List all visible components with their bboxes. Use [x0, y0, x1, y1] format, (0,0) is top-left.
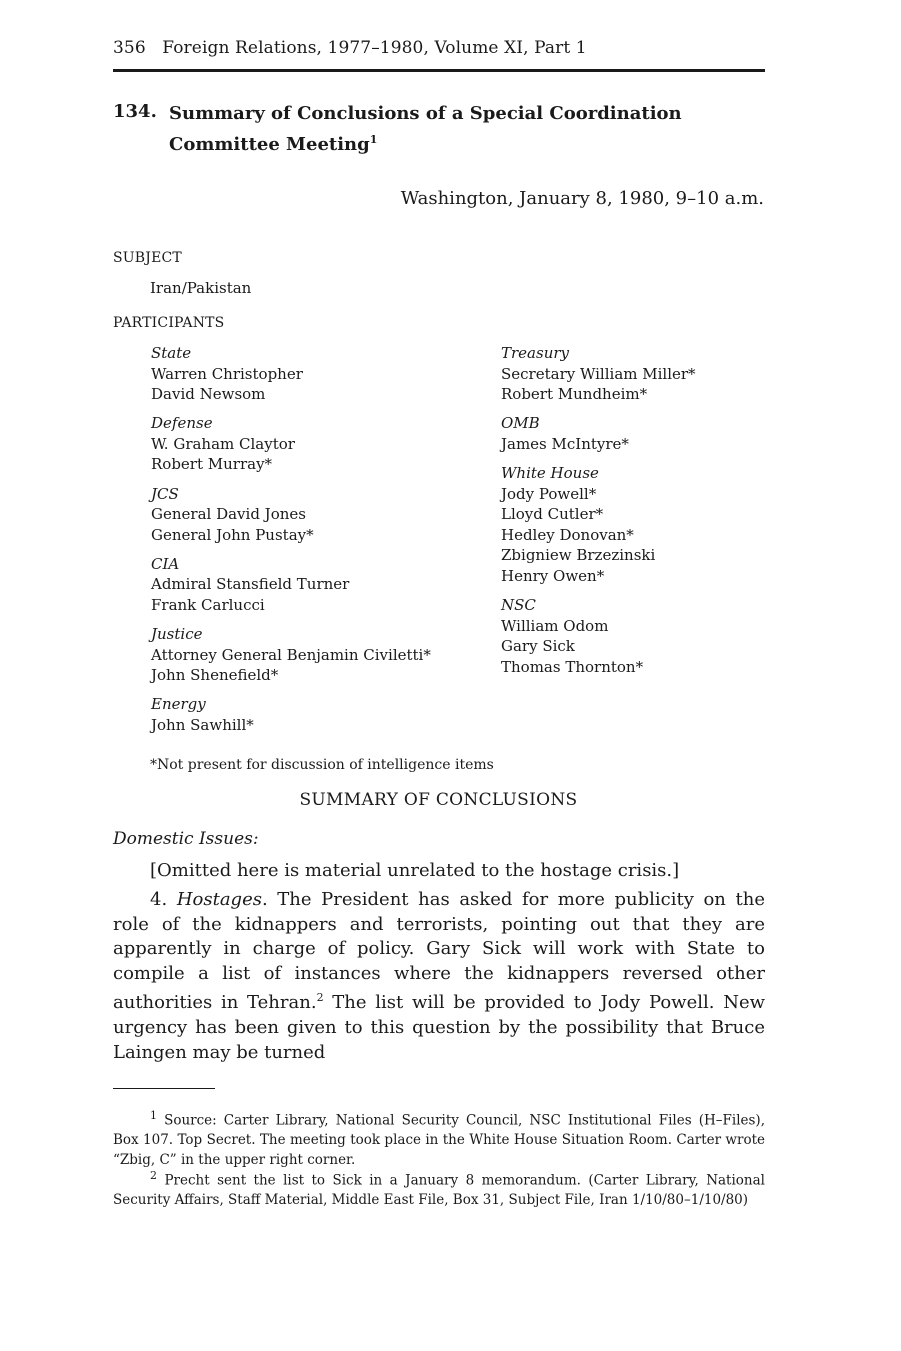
participant-group — [501, 413, 696, 454]
participant-name: General David Jones — [151, 505, 306, 524]
participant-name: Thomas Thornton* — [501, 657, 644, 676]
paragraph-topic: Hostages — [176, 889, 262, 910]
participant-name: Attorney General Benjamin Civiletti* — [151, 645, 431, 664]
subsection-heading: Domestic Issues: — [113, 829, 259, 849]
participant-name: Hedley Donovan* — [501, 525, 634, 544]
participant-group — [151, 624, 431, 686]
participant-group — [501, 463, 696, 587]
participant-name: William Odom — [501, 616, 609, 635]
participants-star-note: *Not present for discussion of intelligence items — [150, 757, 494, 773]
participant-name: David Newsom — [151, 385, 266, 404]
agency-name: Treasury — [501, 344, 569, 362]
agency-name: CIA — [151, 554, 180, 573]
participant-name: General John Pustay* — [151, 525, 314, 544]
participant-name: John Sawhill* — [151, 716, 254, 734]
participant-group — [151, 484, 431, 546]
agency-name: Energy — [151, 695, 206, 714]
participant-name: Admiral Stansfield Turner — [151, 575, 350, 594]
document-title — [169, 101, 729, 158]
participant-name: Frank Carlucci — [151, 596, 265, 615]
participant-name: Zbigniew Brzezinski — [501, 546, 656, 565]
document-number: 134. — [113, 101, 157, 122]
body-paragraph — [113, 888, 765, 1065]
footnote — [113, 1106, 765, 1170]
participant-name: James McIntyre* — [501, 434, 629, 453]
paragraph-number: 4. — [150, 889, 168, 910]
participant-name: Gary Sick — [501, 637, 575, 656]
agency-name: OMB — [501, 414, 540, 433]
footnote-number: 2 — [150, 1169, 157, 1182]
participant-group — [151, 343, 431, 405]
participant-group — [151, 694, 431, 735]
paragraph-text: . The President has asked for more publicity on the role of the kidnappers and terrorists, pointing out that they are apparently in charge of policy. Gary Sick will work with State to compile a list of instances where the kidnappers reversed other authorities in Tehran. — [113, 889, 765, 1014]
agency-name: JCS — [151, 484, 179, 503]
footnote-text: Precht sent the list to Sick in a January 8 memorandum. (Carter Library, National Security Affairs, Staff Material, Middle East File, Box 31, Subject File, Iran 1/10/80–1/10/80) — [113, 1172, 765, 1208]
agency-name: NSC — [501, 596, 536, 615]
running-head: 356 Foreign Relations, 1977–1980, Volume XI, Part 1 — [113, 38, 587, 58]
footnote-text: Source: Carter Library, National Security Council, NSC Institutional Files (H–Files), Box 107. Top Secret. The meeting took place in the White House Situation Room. Carter wrote “Zbig, C” in the upper right corner. — [113, 1112, 765, 1168]
participant-name: Warren Christopher — [151, 364, 303, 383]
participant-name: Robert Mundheim* — [501, 385, 648, 404]
participants-right-column — [501, 343, 696, 686]
participant-name: Robert Murray* — [151, 455, 273, 474]
footnote-number: 1 — [150, 1109, 157, 1122]
agency-name: State — [151, 344, 192, 362]
participant-name: John Shenefield* — [151, 666, 279, 685]
participant-name: Secretary William Miller* — [501, 364, 696, 383]
participant-name: Jody Powell* — [501, 484, 597, 503]
agency-name: Defense — [151, 414, 213, 433]
participants-label: PARTICIPANTS — [113, 315, 225, 331]
participant-group — [151, 554, 431, 616]
agency-name: White House — [501, 463, 599, 482]
subject-value: Iran/Pakistan — [150, 279, 252, 297]
participant-name: Henry Owen* — [501, 566, 605, 585]
editorial-note: [Omitted here is material unrelated to the hostage crisis.] — [150, 860, 680, 881]
footnote — [113, 1166, 765, 1211]
header-rule — [113, 69, 765, 72]
participant-group — [151, 413, 431, 475]
participant-group — [501, 595, 696, 677]
footnote-ref-2: 2 — [316, 991, 324, 1005]
participants-left-column — [151, 343, 431, 744]
participant-name: Lloyd Cutler* — [501, 505, 604, 524]
section-heading: SUMMARY OF CONCLUSIONS — [299, 790, 578, 810]
paragraph-text-continued: The list will be provided to Jody Powell. New urgency has been given to this question by the possibility that Bruce Laingen may be turned — [113, 992, 765, 1063]
subject-label: SUBJECT — [113, 250, 182, 266]
footnote-rule — [113, 1088, 215, 1089]
participant-group — [501, 343, 696, 405]
agency-name: Justice — [151, 625, 203, 644]
dateline: Washington, January 8, 1980, 9–10 a.m. — [400, 188, 764, 209]
participant-name: W. Graham Claytor — [151, 434, 295, 453]
document-title-text: Summary of Conclusions of a Special Coordination Committee Meeting — [169, 103, 682, 155]
footnote-ref-1: 1 — [369, 133, 378, 146]
